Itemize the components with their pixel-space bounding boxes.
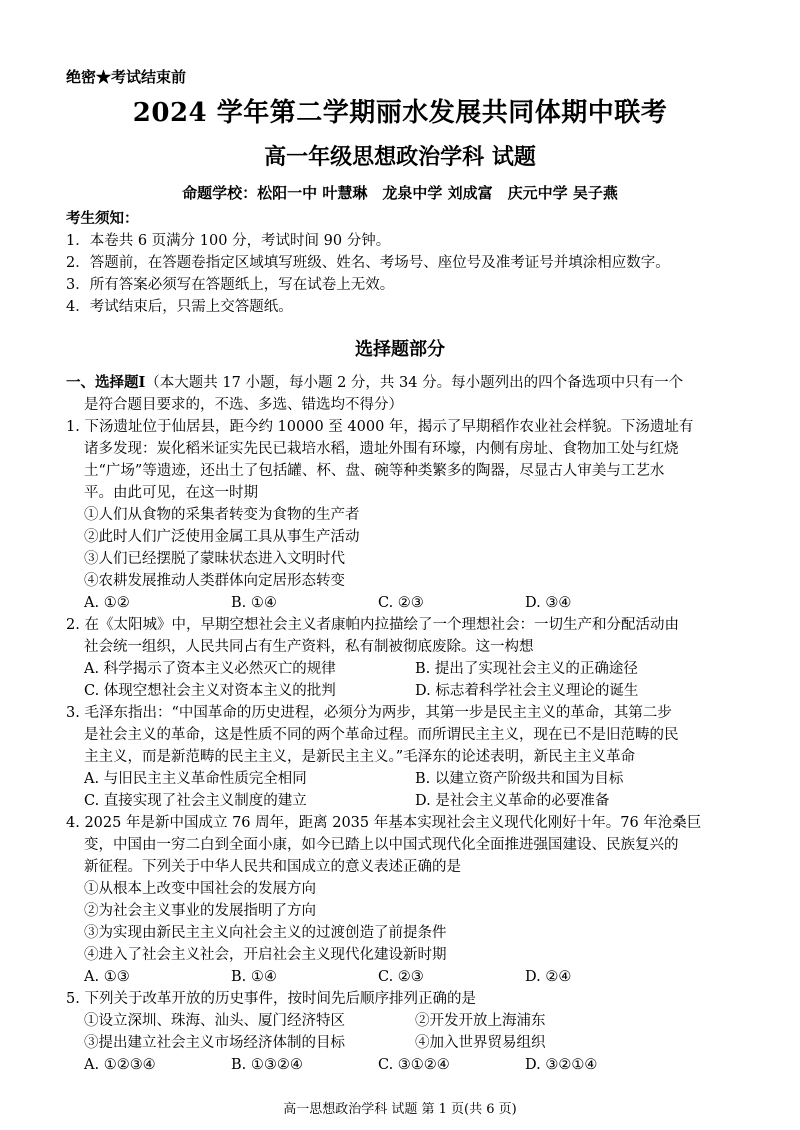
- option-c: C. ②③: [378, 595, 424, 611]
- part-header: [66, 372, 746, 394]
- question-1: [66, 416, 746, 614]
- statement-item: ①人们从食物的采集者转变为食物的生产者: [84, 507, 360, 523]
- statement-item: ①从根本上改变中国社会的发展方向: [84, 881, 316, 897]
- question-stem: 诸多发现：炭化稻米证实先民已栽培水稻，遗址外围有环壕，内侧有房址、食物加工处与红烧: [84, 441, 679, 457]
- answer-options: [66, 768, 746, 790]
- question-stem: 3. 毛泽东指出：“中国革命的历史进程，必须分为两步，其第一步是民主主义的革命，其第二步: [66, 705, 672, 721]
- option-b: B. ①④: [231, 969, 277, 985]
- question-stem: 变，中国由一穷二白到全面小康，如今已踏上以中国式现代化全面推进强国建设、民族复兴的: [84, 837, 679, 853]
- option-d: D. 标志着科学社会主义理论的诞生: [415, 683, 639, 699]
- statement-item: ③人们已经摆脱了蒙昧状态进入文明时代: [84, 551, 345, 567]
- part-desc-cont: 是符合题目要求的，不选、多选、错选均不得分）: [84, 397, 403, 413]
- statement-item: ③提出建立社会主义市场经济体制的目标: [84, 1035, 345, 1051]
- question-stem: 土“广场”等遗迹，还出土了包括罐、杯、盘、碗等种类繁多的陶器，尽显古人审美与工艺水: [84, 463, 665, 479]
- statement-item: ④加入世界贸易组织: [415, 1035, 546, 1051]
- statement-item: ②开发开放上海浦东: [415, 1013, 546, 1029]
- question-5: [66, 988, 746, 1076]
- option-c: C. 体现空想社会主义对资本主义的批判: [84, 683, 336, 699]
- answer-options: [66, 592, 746, 614]
- answer-options: [66, 790, 746, 812]
- option-d: D. ③④: [525, 595, 572, 611]
- exam-notice: [66, 208, 746, 318]
- notice-item: 4．考试结束后，只需上交答题纸。: [66, 299, 293, 315]
- author-schools: 命题学校：松阳一中 叶慧琳 龙泉中学 刘成富 庆元中学 吴子燕: [182, 184, 618, 202]
- option-b: B. 提出了实现社会主义的正确途径: [415, 661, 638, 677]
- option-a: A. ①②③④: [84, 1057, 156, 1073]
- answer-options: [66, 680, 746, 702]
- section-title: 选择题部分: [355, 339, 445, 360]
- statement-item: ②为社会主义事业的发展指明了方向: [84, 903, 316, 919]
- option-b: B. ①④: [231, 595, 277, 611]
- statement-item: ③为实现由新民主主义向社会主义的过渡创造了前提条件: [84, 925, 447, 941]
- question-2: [66, 614, 746, 702]
- part-head: 一、选择题Ⅰ: [66, 374, 146, 391]
- statement-item: ④进入了社会主义社会，开启社会主义现代化建设新时期: [84, 947, 447, 963]
- notice-item: 2．答题前，在答题卷指定区域填写班级、姓名、考场号、座位号及准考证号并填涂相应数字。: [66, 255, 670, 271]
- question-stem: 平。由此可见，在这一时期: [84, 485, 258, 501]
- question-stem: 主主义，而是新范畴的民主主义，是新民主主义。”毛泽东的论述表明，新民主主义革命: [84, 749, 636, 765]
- question-4: [66, 812, 746, 988]
- option-a: A. 科学揭示了资本主义必然灭亡的规律: [84, 661, 336, 677]
- option-a: A. ①②: [84, 595, 130, 611]
- exam-title: 2024 学年第二学期丽水发展共同体期中联考: [132, 98, 668, 128]
- option-b: B. ①③②④: [231, 1057, 303, 1073]
- exam-subtitle: 高一年级思想政治学科 试题: [264, 144, 536, 170]
- option-c: C. ②③: [378, 969, 424, 985]
- option-c: C. 直接实现了社会主义制度的建立: [84, 793, 307, 809]
- question-stem: 是社会主义的革命，这是性质不同的两个革命过程。而所谓民主主义，现在已不是旧范畴的民: [84, 727, 679, 743]
- statement-item: ②此时人们广泛使用金属工具从事生产活动: [84, 529, 360, 545]
- option-a: A. 与旧民主主义革命性质完全相同: [84, 771, 307, 787]
- statement-item: ①设立深圳、珠海、汕头、厦门经济特区: [84, 1013, 345, 1029]
- statement-row: [66, 1010, 746, 1032]
- confidential-mark: 绝密★考试结束前: [66, 68, 187, 86]
- question-stem: 2. 在《太阳城》中，早期空想社会主义者康帕内拉描绘了一个理想社会：一切生产和分配活动由: [66, 617, 679, 633]
- option-d: D. ②④: [525, 969, 572, 985]
- notice-item: 1．本卷共 6 页满分 100 分，考试时间 90 分钟。: [66, 233, 391, 249]
- option-c: C. ③①②④: [378, 1057, 450, 1073]
- question-stem: 1. 下汤遗址位于仙居县，距今约 10000 至 4000 年，揭示了早期稻作农业社会样貌。下汤遗址有: [66, 419, 694, 435]
- option-d: D. ③②①④: [525, 1057, 598, 1073]
- answer-options: [66, 1054, 746, 1076]
- notice-title: 考生须知：: [66, 210, 139, 227]
- question-stem: 社会统一组织，人民共同占有生产资料，私有制被彻底废除。这一构想: [84, 639, 534, 655]
- page-footer: 高一思想政治学科 试题 第 1 页(共 6 页): [283, 1102, 517, 1117]
- question-stem: 5. 下列关于改革开放的历史事件，按时间先后顺序排列正确的是: [66, 991, 476, 1007]
- part-desc: （本大题共 17 小题，每小题 2 分，共 34 分。每小题列出的四个备选项中只有一个: [145, 375, 684, 391]
- notice-item: 3．所有答案必须写在答题纸上，写在试卷上无效。: [66, 277, 395, 293]
- question-3: [66, 702, 746, 812]
- question-list: [66, 372, 746, 1076]
- option-d: D. 是社会主义革命的必要准备: [415, 793, 610, 809]
- answer-options: [66, 658, 746, 680]
- option-a: A. ①③: [84, 969, 130, 985]
- answer-options: [66, 966, 746, 988]
- statement-item: ④农耕发展推动人类群体向定居形态转变: [84, 573, 345, 589]
- question-stem: 4. 2025 年是新中国成立 76 周年，距离 2035 年基本实现社会主义现代化刚好十年。76 年沧桑巨: [66, 815, 702, 831]
- option-b: B. 以建立资产阶级共和国为目标: [415, 771, 624, 787]
- question-stem: 新征程。下列关于中华人民共和国成立的意义表述正确的是: [84, 859, 461, 875]
- statement-row: [66, 1032, 746, 1054]
